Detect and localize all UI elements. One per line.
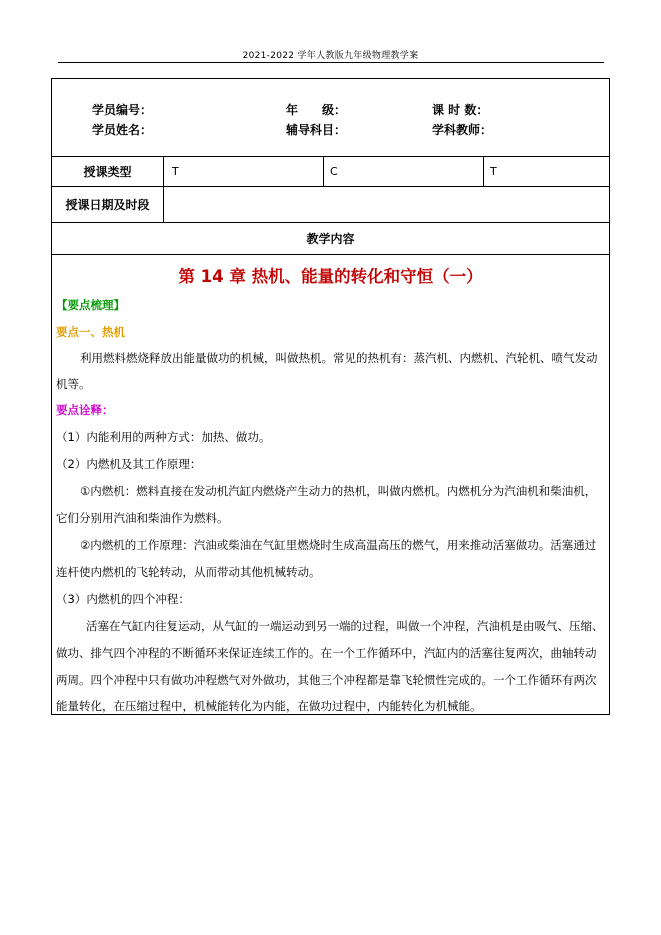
content-header: 教学内容 — [306, 232, 355, 246]
p3-line2: 做功、排气四个冲程的不断循环来保证连续工作的。在一个工作循环中，汽缸内的活塞往复两次，曲轴转动 — [56, 646, 597, 660]
item2: （2）内燃机及其工作原理： — [56, 457, 202, 471]
lesson-type-row — [52, 157, 609, 187]
lesson-type-c: C — [330, 165, 338, 178]
p3-line1: 活塞在气缸内往复运动，从气缸的一端运动到另一端的过程，叫做一个冲程，汽油机是由吸气、压缩、 — [86, 619, 604, 633]
item3: （3）内燃机的四个冲程： — [56, 592, 190, 606]
lesson-type-t2-cell — [484, 157, 609, 186]
lesson-count-label: 课 时 数： — [432, 103, 489, 117]
subject-label: 辅导科目： — [286, 123, 347, 137]
teacher-label: 学科教师： — [432, 123, 493, 137]
lesson-type-c-cell — [324, 157, 484, 186]
lesson-type-t1-cell — [164, 157, 324, 186]
lesson-type-label: 授课类型 — [83, 165, 132, 179]
page-header-title: 2021-2022 学年人教版九年级物理教学案 — [242, 51, 419, 61]
sub2-line2: 连杆使内燃机的飞轮转动，从而带动其他机械转动。 — [56, 565, 321, 579]
lesson-date-label: 授课日期及时段 — [65, 198, 150, 212]
section-tag: 【要点梳理】 — [56, 298, 125, 312]
lesson-date-row — [52, 187, 609, 223]
grade-label: 年 级： — [286, 103, 347, 117]
p1-line2: 机等。 — [56, 377, 91, 391]
student-id-label: 学员编号： — [92, 103, 153, 117]
student-info-row — [52, 79, 609, 157]
sub1-line2: 它们分别用汽油和柴油作为燃料。 — [56, 511, 229, 525]
explain-title: 要点诠释： — [56, 403, 114, 417]
lesson-type-t1: T — [172, 165, 179, 178]
header-divider — [58, 62, 604, 63]
p3-line4: 能量转化，在压缩过程中，机械能转化为内能，在做功过程中，内能转化为机械能。 — [56, 699, 482, 713]
lesson-type-label-cell — [52, 157, 164, 186]
point1-title: 要点一、热机 — [56, 325, 125, 339]
lesson-plan-table — [51, 78, 610, 715]
p3-line3: 两周。四个冲程中只有做功冲程燃气对外做功，其他三个冲程都是靠飞轮惯性完成的。一个工作循环有两次 — [56, 673, 597, 687]
chapter-title: 第 14 章 热机、能量的转化和守恒（一） — [178, 267, 483, 286]
lesson-type-t2: T — [490, 165, 497, 178]
student-name-label: 学员姓名： — [92, 123, 153, 137]
content-body — [52, 255, 609, 714]
item1: （1）内能利用的两种方式：加热、做功。 — [56, 430, 271, 444]
lesson-date-label-cell — [52, 187, 164, 222]
sub1-line1: ①内燃机：燃料直接在发动机汽缸内燃烧产生动力的热机，叫做内燃机。内燃机分为汽油机和柴油机， — [80, 484, 597, 498]
p1-line1: 利用燃料燃烧释放出能量做功的机械，叫做热机。常见的热机有：蒸汽机、内燃机、汽轮机、喷气发动 — [80, 351, 598, 365]
sub2-line1: ②内燃机的工作原理：汽油或柴油在气缸里燃烧时生成高温高压的燃气，用来推动活塞做功。活塞通过 — [80, 538, 597, 552]
content-header-row — [52, 223, 609, 255]
